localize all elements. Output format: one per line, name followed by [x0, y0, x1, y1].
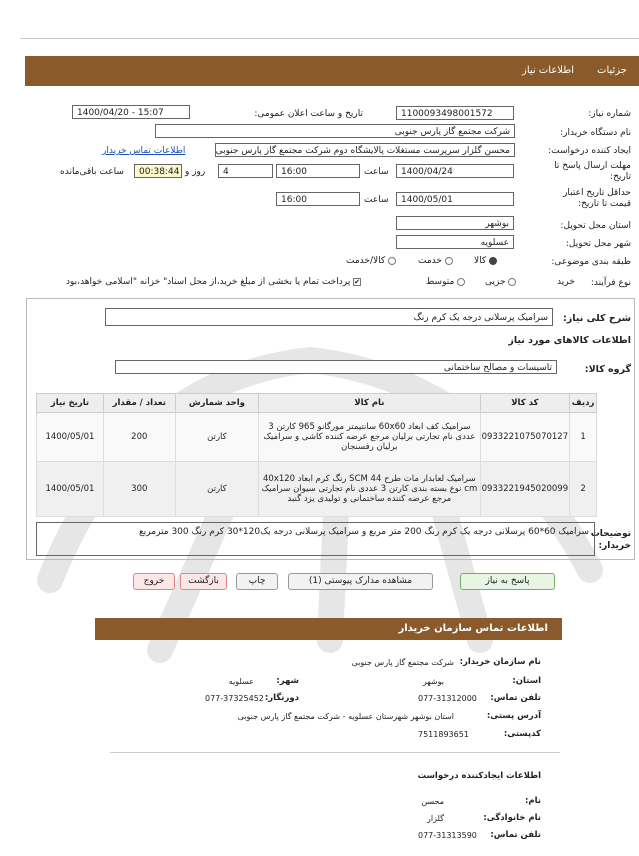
contact-org-label: نام سازمان خریدار: [459, 657, 541, 667]
summary-field: سرامیک پرسلانی درجه یک کرم رنگ [105, 308, 553, 326]
creator-phone-label: تلفن تماس: [490, 830, 541, 840]
creator-name-value: محسن [421, 797, 444, 806]
contact-title: اطلاعات تماس سازمان خریدار [398, 623, 548, 634]
contact-postal-label: کدپستی: [503, 729, 541, 739]
contact-fax-value: 077-37325452 [205, 694, 264, 703]
buyer-org-field: شرکت مجتمع گاز پارس جنوبی [155, 124, 515, 138]
tab-details[interactable]: جزئیات [597, 65, 627, 76]
reply-time-label: ساعت [364, 167, 389, 177]
col-name: نام کالا [259, 394, 480, 413]
items-table [36, 393, 597, 517]
reply-time-field: 16:00 [276, 164, 360, 178]
cell-qty: 200 [103, 413, 175, 462]
proc-buy-text: خرید [557, 277, 575, 287]
goods-group-label: گروه کالا: [584, 364, 631, 375]
tab-need-info[interactable]: اطلاعات نیاز [522, 65, 574, 76]
days-label: روز و [185, 167, 206, 177]
contact-city-value: عسلویه [228, 677, 254, 686]
cell-name: سرامیک لعابدار مات طرح 44 SCM رنگ کرم ابعاد 40x120 cm نوع بسته بندی کارتن 3 عددی نام تجارتی سیوان سرامیک مرجع عرضه کننده ساختمانی و تولیدی یزد گنبد [259, 462, 480, 517]
col-qty: تعداد / مقدار [103, 394, 175, 413]
price-date-field: 1400/05/01 [396, 192, 514, 206]
buyer-org-label: نام دستگاه خریدار: [560, 128, 631, 138]
announce-field: 1400/04/20 - 15:07 [72, 105, 190, 119]
announce-label: تاریخ و ساعت اعلان عمومی: [254, 109, 363, 119]
days-field: 4 [218, 164, 273, 178]
table-row [37, 462, 597, 517]
back-button[interactable]: بازگشت [180, 573, 227, 590]
city-label: شهر محل تحویل: [565, 239, 631, 249]
exit-button[interactable]: خروج [133, 573, 175, 590]
top-tab-bar [25, 56, 639, 86]
radio-icon[interactable] [445, 257, 453, 265]
creator-label: ایجاد کننده درخواست: [548, 146, 631, 156]
category-label: طبقه بندی موضوعی: [551, 257, 631, 267]
creator-name-label: نام: [524, 796, 541, 806]
payment-option[interactable] [66, 277, 361, 287]
city-field: عسلویه [396, 235, 514, 249]
cell-name: سرامیک کف ابعاد 60x60 سانتیمتر مورگانو 965 کارتن 3 عددی نام تجارتی برلیان مرجع عرضه کننده کاشی و سرامیک برلیان رفسنجان [259, 413, 480, 462]
reply-button[interactable]: پاسخ به نیاز [460, 573, 555, 590]
cat-goods-service-option[interactable] [346, 256, 396, 266]
price-time-label: ساعت [364, 195, 389, 205]
contact-header [95, 618, 562, 640]
radio-icon[interactable] [388, 257, 396, 265]
reply-date-field: 1400/04/24 [396, 164, 514, 178]
contact-province-value: بوشهر [422, 677, 444, 686]
need-number-label: شماره نیاز: [588, 109, 631, 119]
contact-fax-label: دورنگار: [264, 693, 299, 703]
contact-postal-value: 7511893651 [418, 730, 469, 739]
proc-medium-option[interactable] [426, 277, 465, 287]
proc-minor-option[interactable] [485, 277, 516, 287]
cell-code: 0933221945020099 [480, 462, 570, 517]
payment-note-text: پرداخت تمام یا بخشی از مبلغ خرید،از محل اسناد" خزانه "اسلامی خواهد،بود [66, 277, 351, 287]
table-header-row [37, 394, 597, 413]
checkbox-checked-icon[interactable]: ✔ [354, 277, 361, 286]
contact-address-value: استان بوشهر شهرستان عسلویه - شرکت مجتمع گاز پارس جنوبی [237, 712, 454, 721]
radio-icon[interactable] [457, 278, 465, 286]
creator-family-label: نام خانوادگی: [483, 813, 541, 823]
contact-address-label: آدرس پستی: [486, 711, 541, 721]
top-divider [20, 38, 639, 39]
radio-selected-icon[interactable] [489, 257, 497, 265]
contact-phone-label: تلفن تماس: [490, 693, 541, 703]
price-validity-label: حداقل تاریخ اعتبار قیمت تا تاریخ: [563, 188, 631, 209]
price-time-field: 16:00 [276, 192, 360, 206]
remaining-label: ساعت باقی‌مانده [60, 167, 124, 177]
attachments-button[interactable]: مشاهده مدارک پیوستی (1) [288, 573, 433, 590]
cat-service-text: خدمت [418, 256, 442, 266]
summary-label: شرح کلی نیاز: [562, 313, 631, 324]
proc-medium-text: متوسط [426, 277, 455, 287]
contact-phone-value: 077-31312000 [418, 694, 477, 703]
cell-qty: 300 [103, 462, 175, 517]
cell-unit: کارتن [175, 413, 259, 462]
col-date: تاریخ نیاز [37, 394, 104, 413]
cell-date: 1400/05/01 [37, 462, 104, 517]
cat-service-option[interactable] [418, 256, 453, 266]
buyer-contact-link[interactable]: اطلاعات تماس خریدار [102, 146, 186, 156]
process-label: نوع فرآیند: [590, 278, 631, 288]
province-field: بوشهر [396, 216, 514, 230]
goods-group-field: تاسیسات و مصالح ساختمانی [115, 360, 557, 374]
contact-city-label: شهر: [276, 676, 299, 686]
creator-phone-value: 077-31313590 [418, 831, 477, 840]
cell-code: 0933221075070127 [480, 413, 570, 462]
contact-org-value: شرکت مجتمع گاز پارس جنوبی [351, 658, 454, 667]
creator-info-title: اطلاعات ایجادکننده درخواست [417, 771, 541, 781]
creator-field: محسن گلزار سرپرست مستغلات پالایشگاه دوم شرکت مجتمع گاز پارس جنوبی [215, 143, 515, 157]
contact-divider [110, 752, 560, 753]
col-code: کد کالا [480, 394, 570, 413]
cat-goods-service-text: کالا/خدمت [346, 256, 386, 266]
province-label: استان محل تحویل: [560, 221, 631, 231]
need-number-field: 1100093498001572 [396, 106, 514, 120]
buyer-notes-field: سرامیک 60*60 پرسلانی درجه یک کرم رنگ 200 متر مربع و سرامیک پرسلانی درجه یک120*30 کرم رنگ 300 مترمربع [36, 522, 595, 556]
cell-date: 1400/05/01 [37, 413, 104, 462]
col-row: ردیف [570, 394, 597, 413]
reply-deadline-label: مهلت ارسال پاسخ تا تاریخ: [554, 161, 631, 182]
remaining-time-field: 00:38:44 [134, 164, 182, 178]
proc-minor-text: جزیی [485, 277, 506, 287]
table-row [37, 413, 597, 462]
col-unit: واحد شمارش [175, 394, 259, 413]
creator-family-value: گلزار [427, 814, 444, 823]
print-button[interactable]: چاپ [236, 573, 278, 590]
cat-goods-text: کالا [474, 256, 487, 266]
cell-unit: کارتن [175, 462, 259, 517]
contact-province-label: استان: [512, 676, 541, 686]
goods-info-title: اطلاعات کالاهای مورد نیاز [508, 335, 631, 346]
cell-row: 2 [570, 462, 597, 517]
cat-goods-option[interactable] [474, 256, 497, 266]
cell-row: 1 [570, 413, 597, 462]
radio-icon[interactable] [508, 278, 516, 286]
buyer-notes-label: توضیحات خریدار: [590, 529, 631, 551]
